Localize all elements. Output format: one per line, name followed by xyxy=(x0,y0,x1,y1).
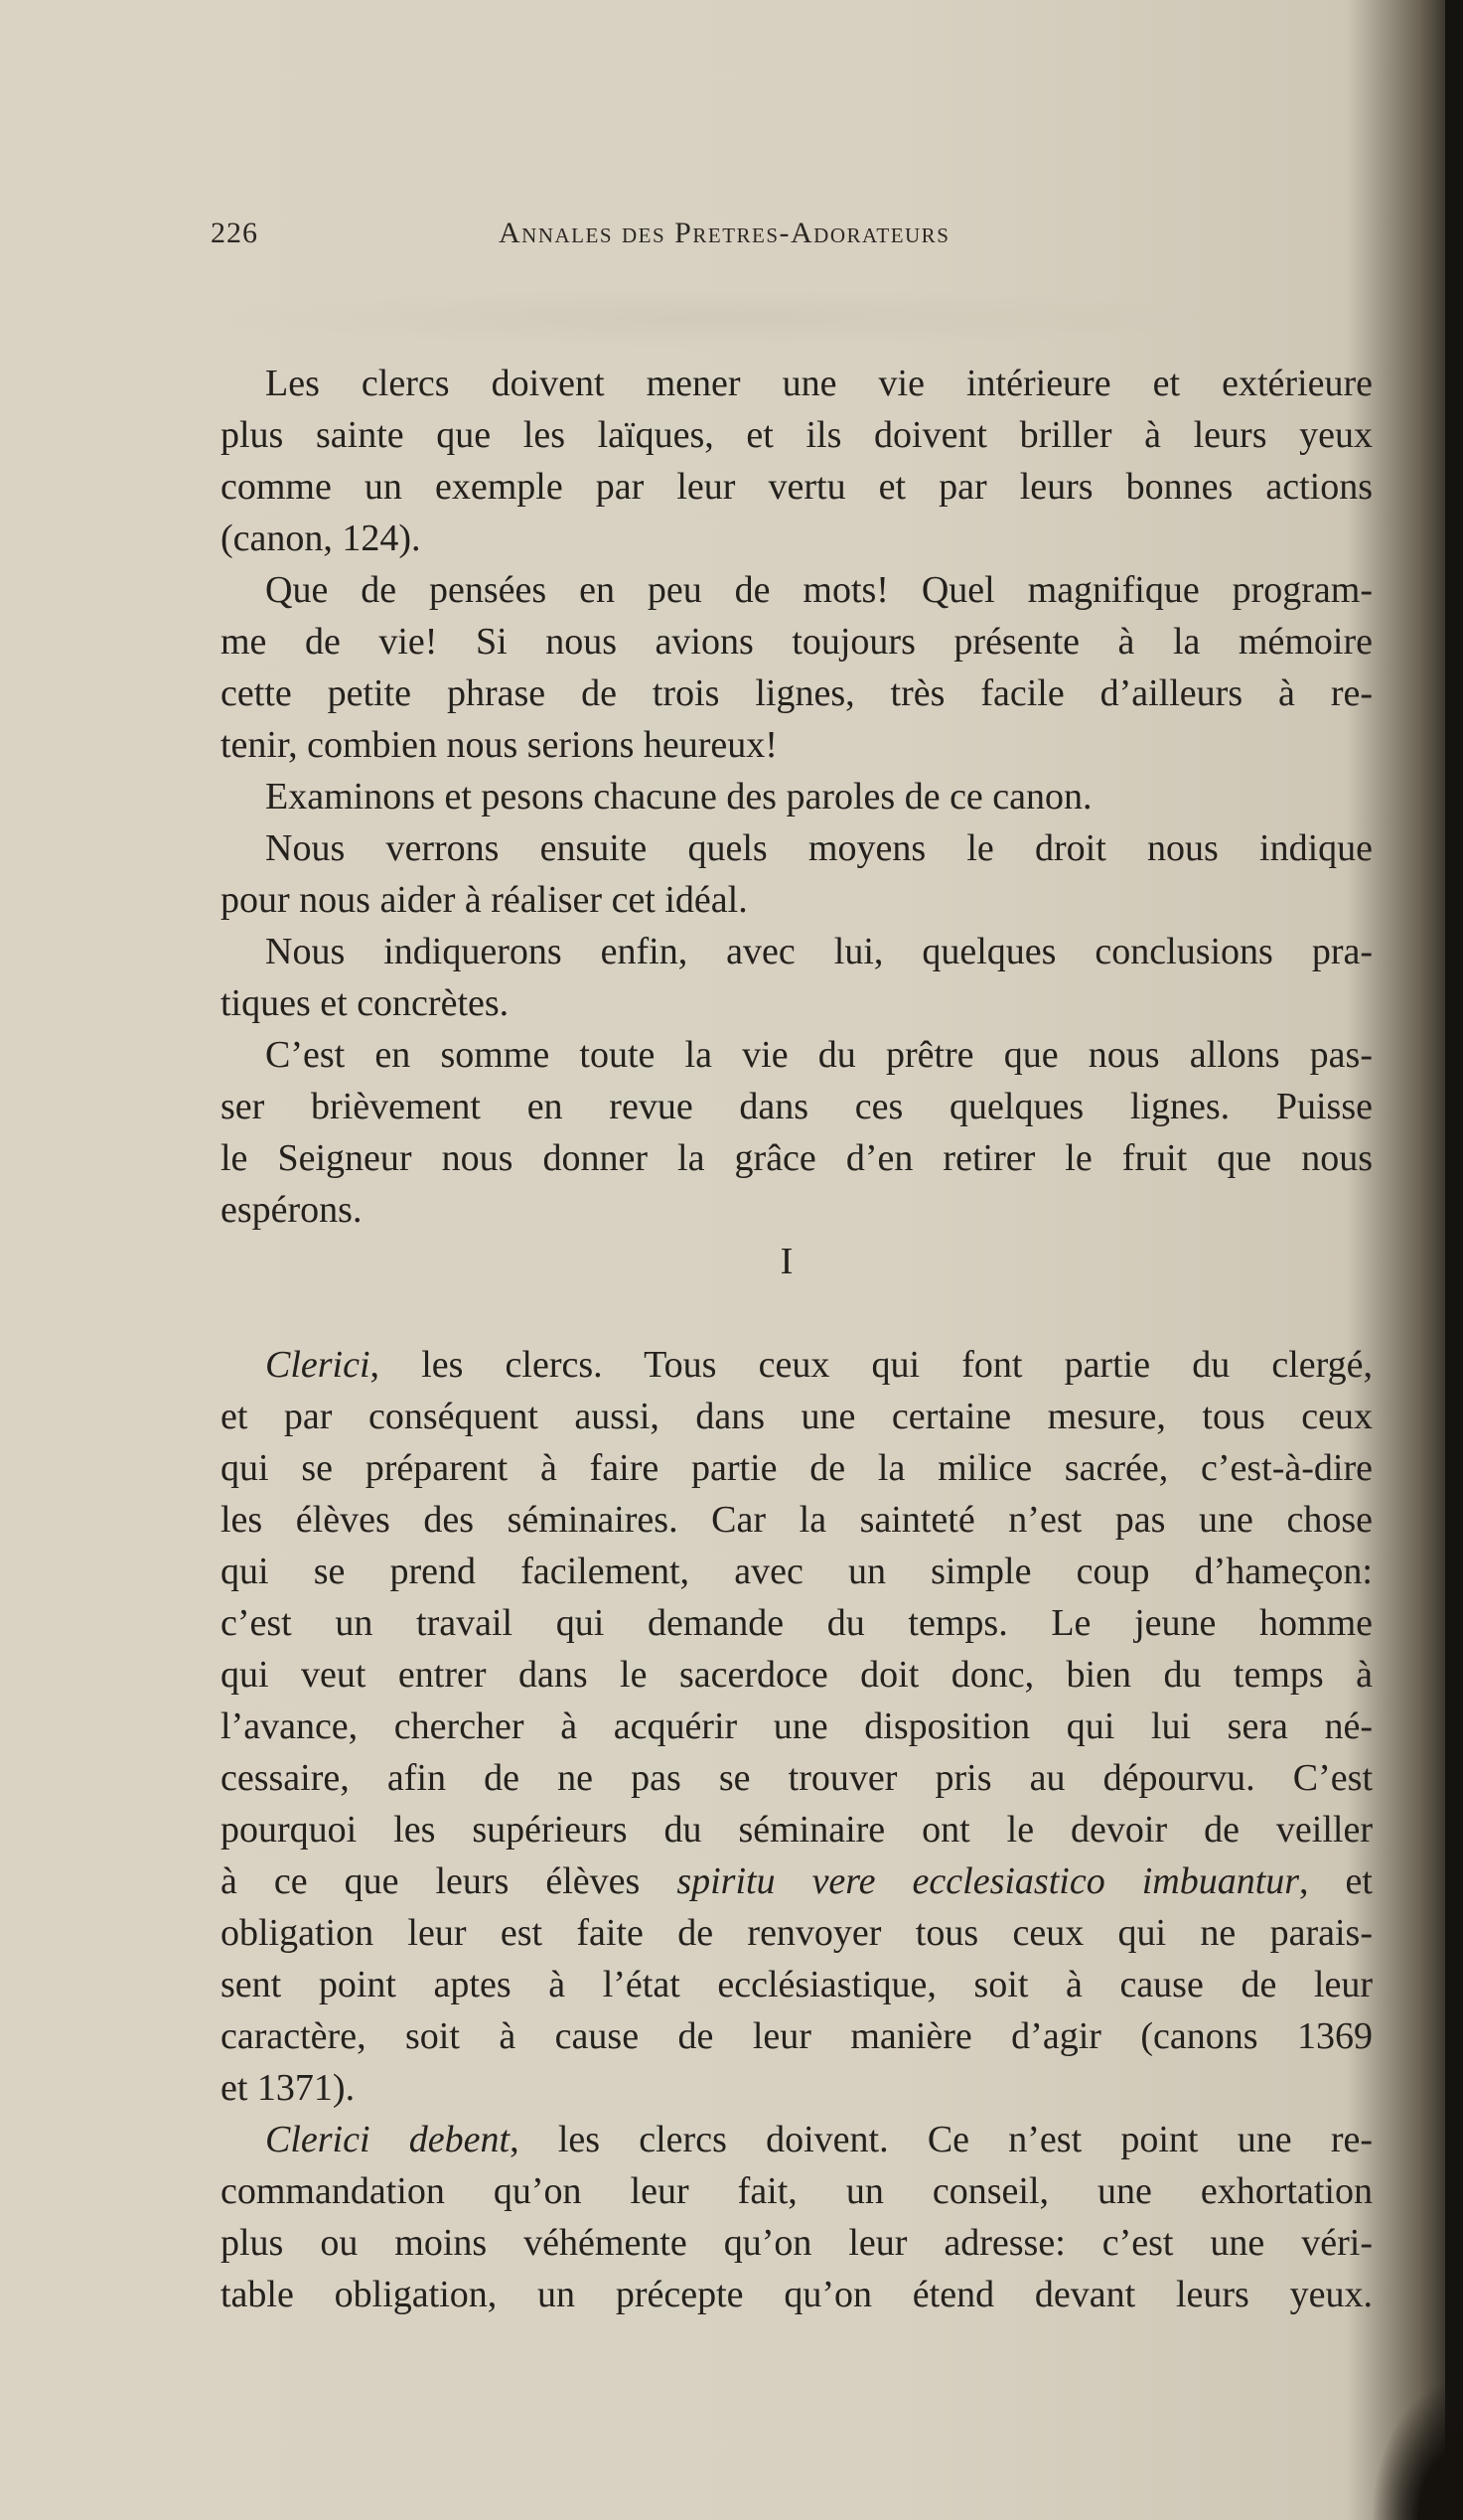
page-corner-shadow xyxy=(1374,2381,1463,2520)
text-line: Que de pensées en peu de mots! Quel magnifique program- xyxy=(265,569,1373,611)
text-line: l’avance, chercher à acquérir une disposition qui lui sera né- xyxy=(220,1705,1373,1747)
text-line: caractère, soit à cause de leur manière d’agir (canons 1369 xyxy=(220,2015,1373,2057)
text-line: qui se préparent à faire partie de la milice sacrée, c’est-à-dire xyxy=(220,1447,1373,1489)
text-line: Nous indiquerons enfin, avec lui, quelques conclusions pra- xyxy=(265,931,1373,972)
text-line: obligation leur est faite de renvoyer tous ceux qui ne parais- xyxy=(220,1912,1373,1954)
text-run: , et xyxy=(1299,1860,1373,1902)
text-line: et 1371). xyxy=(220,2067,356,2109)
text-line xyxy=(220,1855,1373,1907)
text-line: plus ou moins véhémente qu’on leur adresse: c’est une véri- xyxy=(220,2222,1373,2264)
text-line xyxy=(220,2114,1373,2165)
italic-latin-term: Clerici xyxy=(265,1344,370,1386)
text-line: qui se prend facilement, avec un simple coup d’hameçon: xyxy=(220,1551,1373,1592)
running-head-title: Annales des Pretres-Adorateurs xyxy=(499,217,951,249)
running-head xyxy=(211,217,1085,256)
text-line: espérons. xyxy=(220,1189,363,1231)
text-line: pour nous aider à réaliser cet idéal. xyxy=(220,879,748,921)
text-line: tenir, combien nous serions heureux! xyxy=(220,724,778,766)
text-line: commandation qu’on leur fait, un conseil, une exhortation xyxy=(220,2170,1373,2212)
text-line: Nous verrons ensuite quels moyens le droit nous indique xyxy=(265,827,1373,869)
text-line: qui veut entrer dans le sacerdoce doit donc, bien du temps à xyxy=(220,1654,1373,1696)
page-number: 226 xyxy=(211,217,258,249)
section-gap xyxy=(220,1287,1373,1339)
text-line: le Seigneur nous donner la grâce d’en retirer le fruit que nous xyxy=(220,1137,1373,1179)
body-text xyxy=(220,358,1373,2320)
text-line: tiques et concrètes. xyxy=(220,982,510,1024)
section-numeral: I xyxy=(780,1241,794,1282)
text-line: C’est en somme toute la vie du prêtre que nous allons pas- xyxy=(265,1034,1373,1076)
italic-latin-term: Clerici debent xyxy=(265,2119,511,2160)
page-smudge xyxy=(209,288,1222,348)
text-line: Les clercs doivent mener une vie intérieure et extérieure xyxy=(265,363,1373,404)
text-line: cessaire, afin de ne pas se trouver pris au dépourvu. C’est xyxy=(220,1757,1373,1799)
text-line: comme un exemple par leur vertu et par leurs bonnes actions xyxy=(220,466,1373,508)
book-gutter-shadow xyxy=(1445,0,1463,2520)
text-line: me de vie! Si nous avions toujours présente à la mémoire xyxy=(220,621,1373,663)
text-line: plus sainte que les laïques, et ils doivent briller à leurs yeux xyxy=(220,414,1373,456)
text-run: , les clercs. Tous ceux qui font partie du clergé, xyxy=(369,1344,1373,1386)
text-line: cette petite phrase de trois lignes, très facile d’ailleurs à re- xyxy=(220,672,1373,714)
text-line: table obligation, un précepte qu’on étend devant leurs yeux. xyxy=(220,2274,1373,2315)
text-line: c’est un travail qui demande du temps. Le jeune homme xyxy=(220,1602,1373,1644)
text-line: pourquoi les supérieurs du séminaire ont le devoir de veiller xyxy=(220,1809,1373,1851)
text-line: les élèves des séminaires. Car la sainteté n’est pas une chose xyxy=(220,1499,1373,1541)
text-run: à ce que leurs élèves xyxy=(220,1860,677,1902)
text-line: et par conséquent aussi, dans une certaine mesure, tous ceux xyxy=(220,1396,1373,1437)
text-line: ser brièvement en revue dans ces quelques lignes. Puisse xyxy=(220,1086,1373,1127)
text-line: (canon, 124). xyxy=(220,518,421,559)
text-run: , les clercs doivent. Ce n’est point une re- xyxy=(510,2119,1373,2160)
text-line: sent point aptes à l’état ecclésiastique, soit à cause de leur xyxy=(220,1964,1373,2005)
italic-latin-phrase: spiritu vere ecclesiastico imbuantur xyxy=(676,1860,1300,1902)
text-line xyxy=(220,1339,1373,1391)
text-line: Examinons et pesons chacune des paroles de ce canon. xyxy=(265,776,1093,817)
